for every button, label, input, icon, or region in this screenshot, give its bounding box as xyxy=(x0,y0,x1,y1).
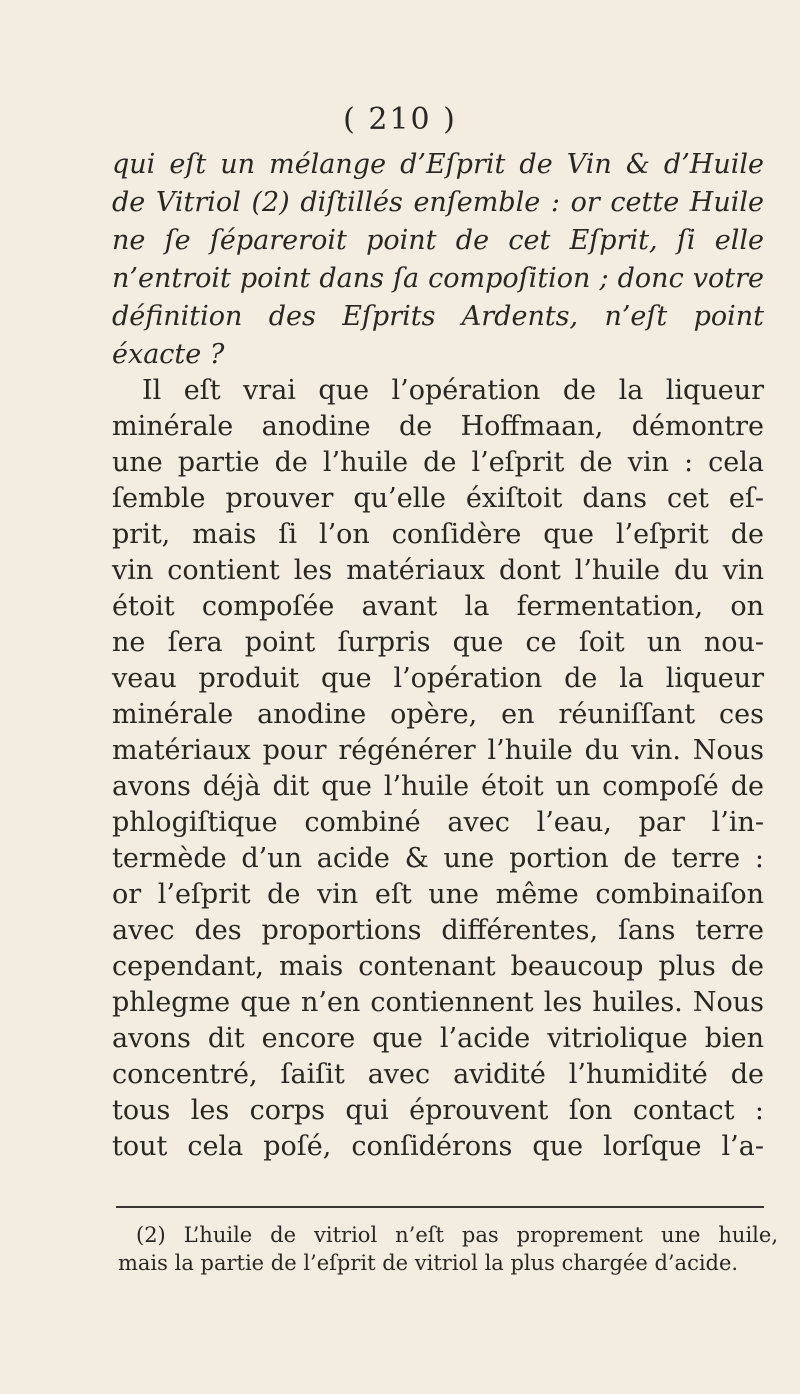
text-line: avec des proportions différentes, ſans terre xyxy=(112,915,764,946)
text-line: avons déjà dit que l’huile étoit un compoſé de xyxy=(112,771,764,802)
text-line: matériaux pour régénérer l’huile du vin. Nous xyxy=(112,735,764,766)
text-line: étoit compoſée avant la fermentation, on xyxy=(112,591,764,622)
text-line: concentré, ſaiſit avec avidité l’humidité de xyxy=(112,1059,764,1090)
text-line: de Vitriol (2) diſtillés enſemble : or cette Huile xyxy=(112,187,764,218)
page-number: ( 210 ) xyxy=(343,102,457,137)
footnote-line: (2) L’huile de vitriol n’eſt pas proprement une huile, xyxy=(136,1223,778,1247)
text-line: vin contient les matériaux dont l’huile du vin xyxy=(112,555,764,586)
text-line: phlogiſtique combiné avec l’eau, par l’in- xyxy=(112,807,764,838)
footnote-line: mais la partie de l’eſprit de vitriol la plus chargée d’acide. xyxy=(118,1251,739,1275)
footnote-rule xyxy=(116,1206,764,1208)
text-line: qui eſt un mélange d’Eſprit de Vin & d’Huile xyxy=(112,149,764,180)
text-line: prit, mais ſi l’on conſidère que l’eſprit de xyxy=(112,519,764,550)
paragraph-first-line: Il eſt vrai que l’opération de la liqueur xyxy=(142,375,764,406)
text-line: une partie de l’huile de l’eſprit de vin : cela xyxy=(112,447,764,478)
text-line: or l’eſprit de vin eſt une même combinaiſon xyxy=(112,879,764,910)
text-line: ne ſera point ſurpris que ce ſoit un nou- xyxy=(112,627,764,658)
text-line: phlegme que n’en contiennent les huiles. Nous xyxy=(112,987,764,1018)
text-line: tout cela poſé, conſidérons que lorſque l’a- xyxy=(112,1131,764,1162)
text-line: éxacte ? xyxy=(112,339,225,370)
text-line: ſemble prouver qu’elle éxiſtoit dans cet eſ- xyxy=(112,483,764,514)
text-line: cependant, mais contenant beaucoup plus de xyxy=(112,951,764,982)
text-line: définition des Eſprits Ardents, n’eſt point xyxy=(112,301,764,332)
text-line: veau produit que l’opération de la liqueur xyxy=(112,663,764,694)
text-line: tous les corps qui éprouvent ſon contact : xyxy=(112,1095,764,1126)
text-line: termède d’un acide & une portion de terre : xyxy=(112,843,764,874)
text-line: ne ſe ſépareroit point de cet Eſprit, ſi elle xyxy=(112,225,764,256)
text-line: minérale anodine opère, en réuniſſant ces xyxy=(112,699,764,730)
text-line: avons dit encore que l’acide vitriolique bien xyxy=(112,1023,764,1054)
text-line: n’entroit point dans ſa compoſition ; donc votre xyxy=(112,263,764,294)
text-line: minérale anodine de Hoffmaan, démontre xyxy=(112,411,764,442)
